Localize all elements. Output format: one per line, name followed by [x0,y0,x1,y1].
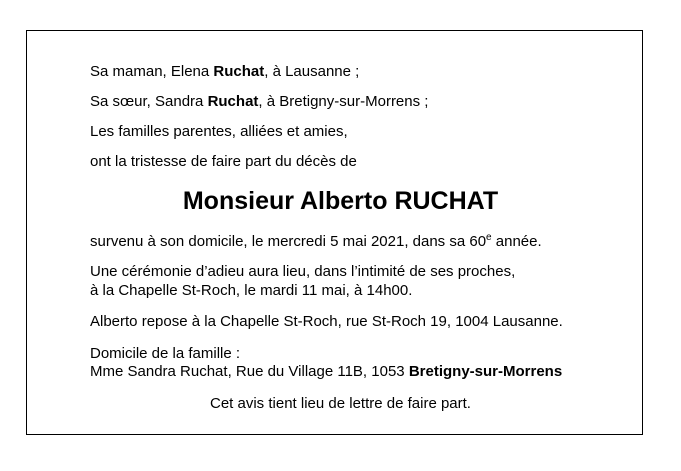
announcement-line: ont la tristesse de faire part du décès de [90,153,357,170]
family-address: Mme Sandra Ruchat, Rue du Village 11B, 1053 Bretigny-sur-Morrens [90,363,563,380]
deceased-name: Monsieur Alberto RUCHAT [182,187,499,215]
family-domicile-label: Domicile de la famille : [90,345,241,362]
death-details-line: survenu à son domicile, le mercredi 5 mai 2021, dans sa 60e année. [90,232,542,250]
ceremony-line-2: à la Chapelle St-Roch, le mardi 11 mai, à 14h00. [90,282,413,299]
repose-line: Alberto repose à la Chapelle St-Roch, rue St-Roch 19, 1004 Lausanne. [90,313,563,330]
ceremony-line-1: Une cérémonie d’adieu aura lieu, dans l’intimité de ses proches, [90,263,516,280]
sister-line: Sa sœur, Sandra Ruchat, à Bretigny-sur-Morrens ; [90,93,429,110]
families-line: Les familles parentes, alliées et amies, [90,123,348,140]
mother-line: Sa maman, Elena Ruchat, à Lausanne ; [90,63,360,80]
closing-line: Cet avis tient lieu de lettre de faire part. [210,395,471,412]
